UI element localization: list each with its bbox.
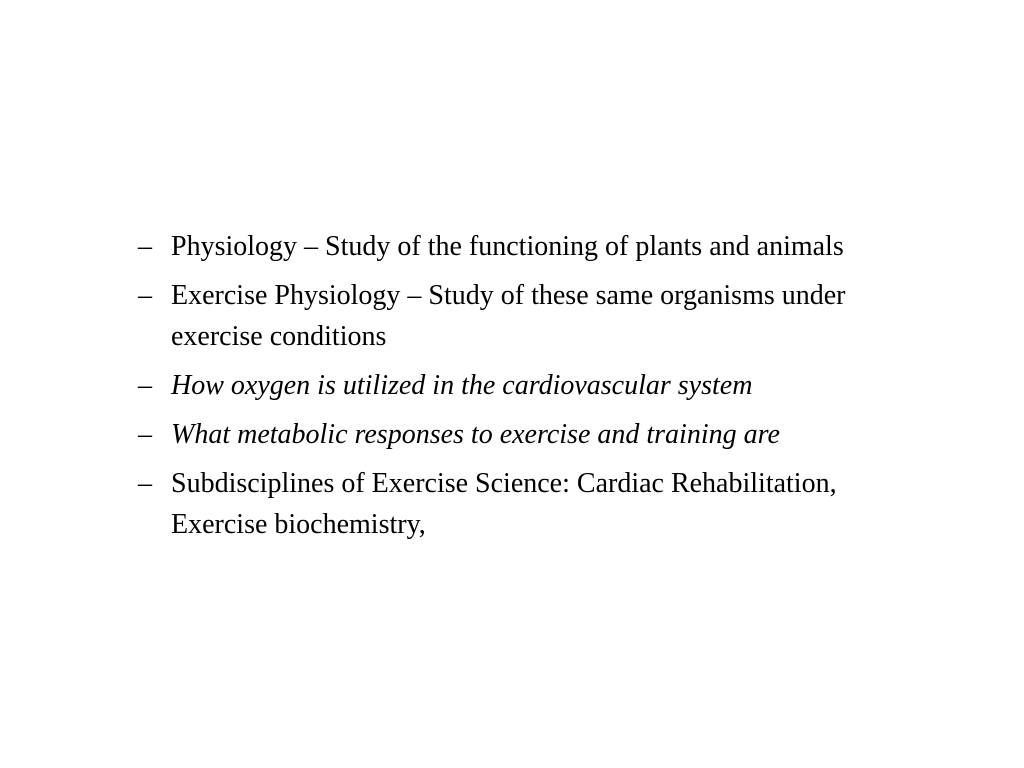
bullet-dash: –: [138, 231, 152, 262]
bullet-dash: –: [138, 468, 152, 499]
bullet-text: Exercise Physiology – Study of these same organisms under exercise conditions: [171, 280, 846, 352]
bullet-dash: –: [138, 280, 152, 311]
bullet-item-subdisciplines: [138, 463, 928, 545]
bullet-dash: –: [138, 419, 152, 450]
bullet-item-physiology: [138, 226, 928, 267]
bullet-text: Subdisciplines of Exercise Science: Cardiac Rehabilitation, Exercise biochemistry,: [171, 468, 837, 540]
bullet-text: Physiology – Study of the functioning of plants and animals: [171, 231, 844, 262]
bullet-item-oxygen: [138, 365, 928, 406]
bullet-dash: –: [138, 370, 152, 401]
bullet-list: [138, 226, 928, 553]
bullet-item-metabolic: [138, 414, 928, 455]
bullet-text: How oxygen is utilized in the cardiovascular system: [171, 370, 753, 401]
bullet-text: What metabolic responses to exercise and training are: [171, 419, 780, 450]
bullet-item-exercise-physiology: [138, 275, 928, 357]
